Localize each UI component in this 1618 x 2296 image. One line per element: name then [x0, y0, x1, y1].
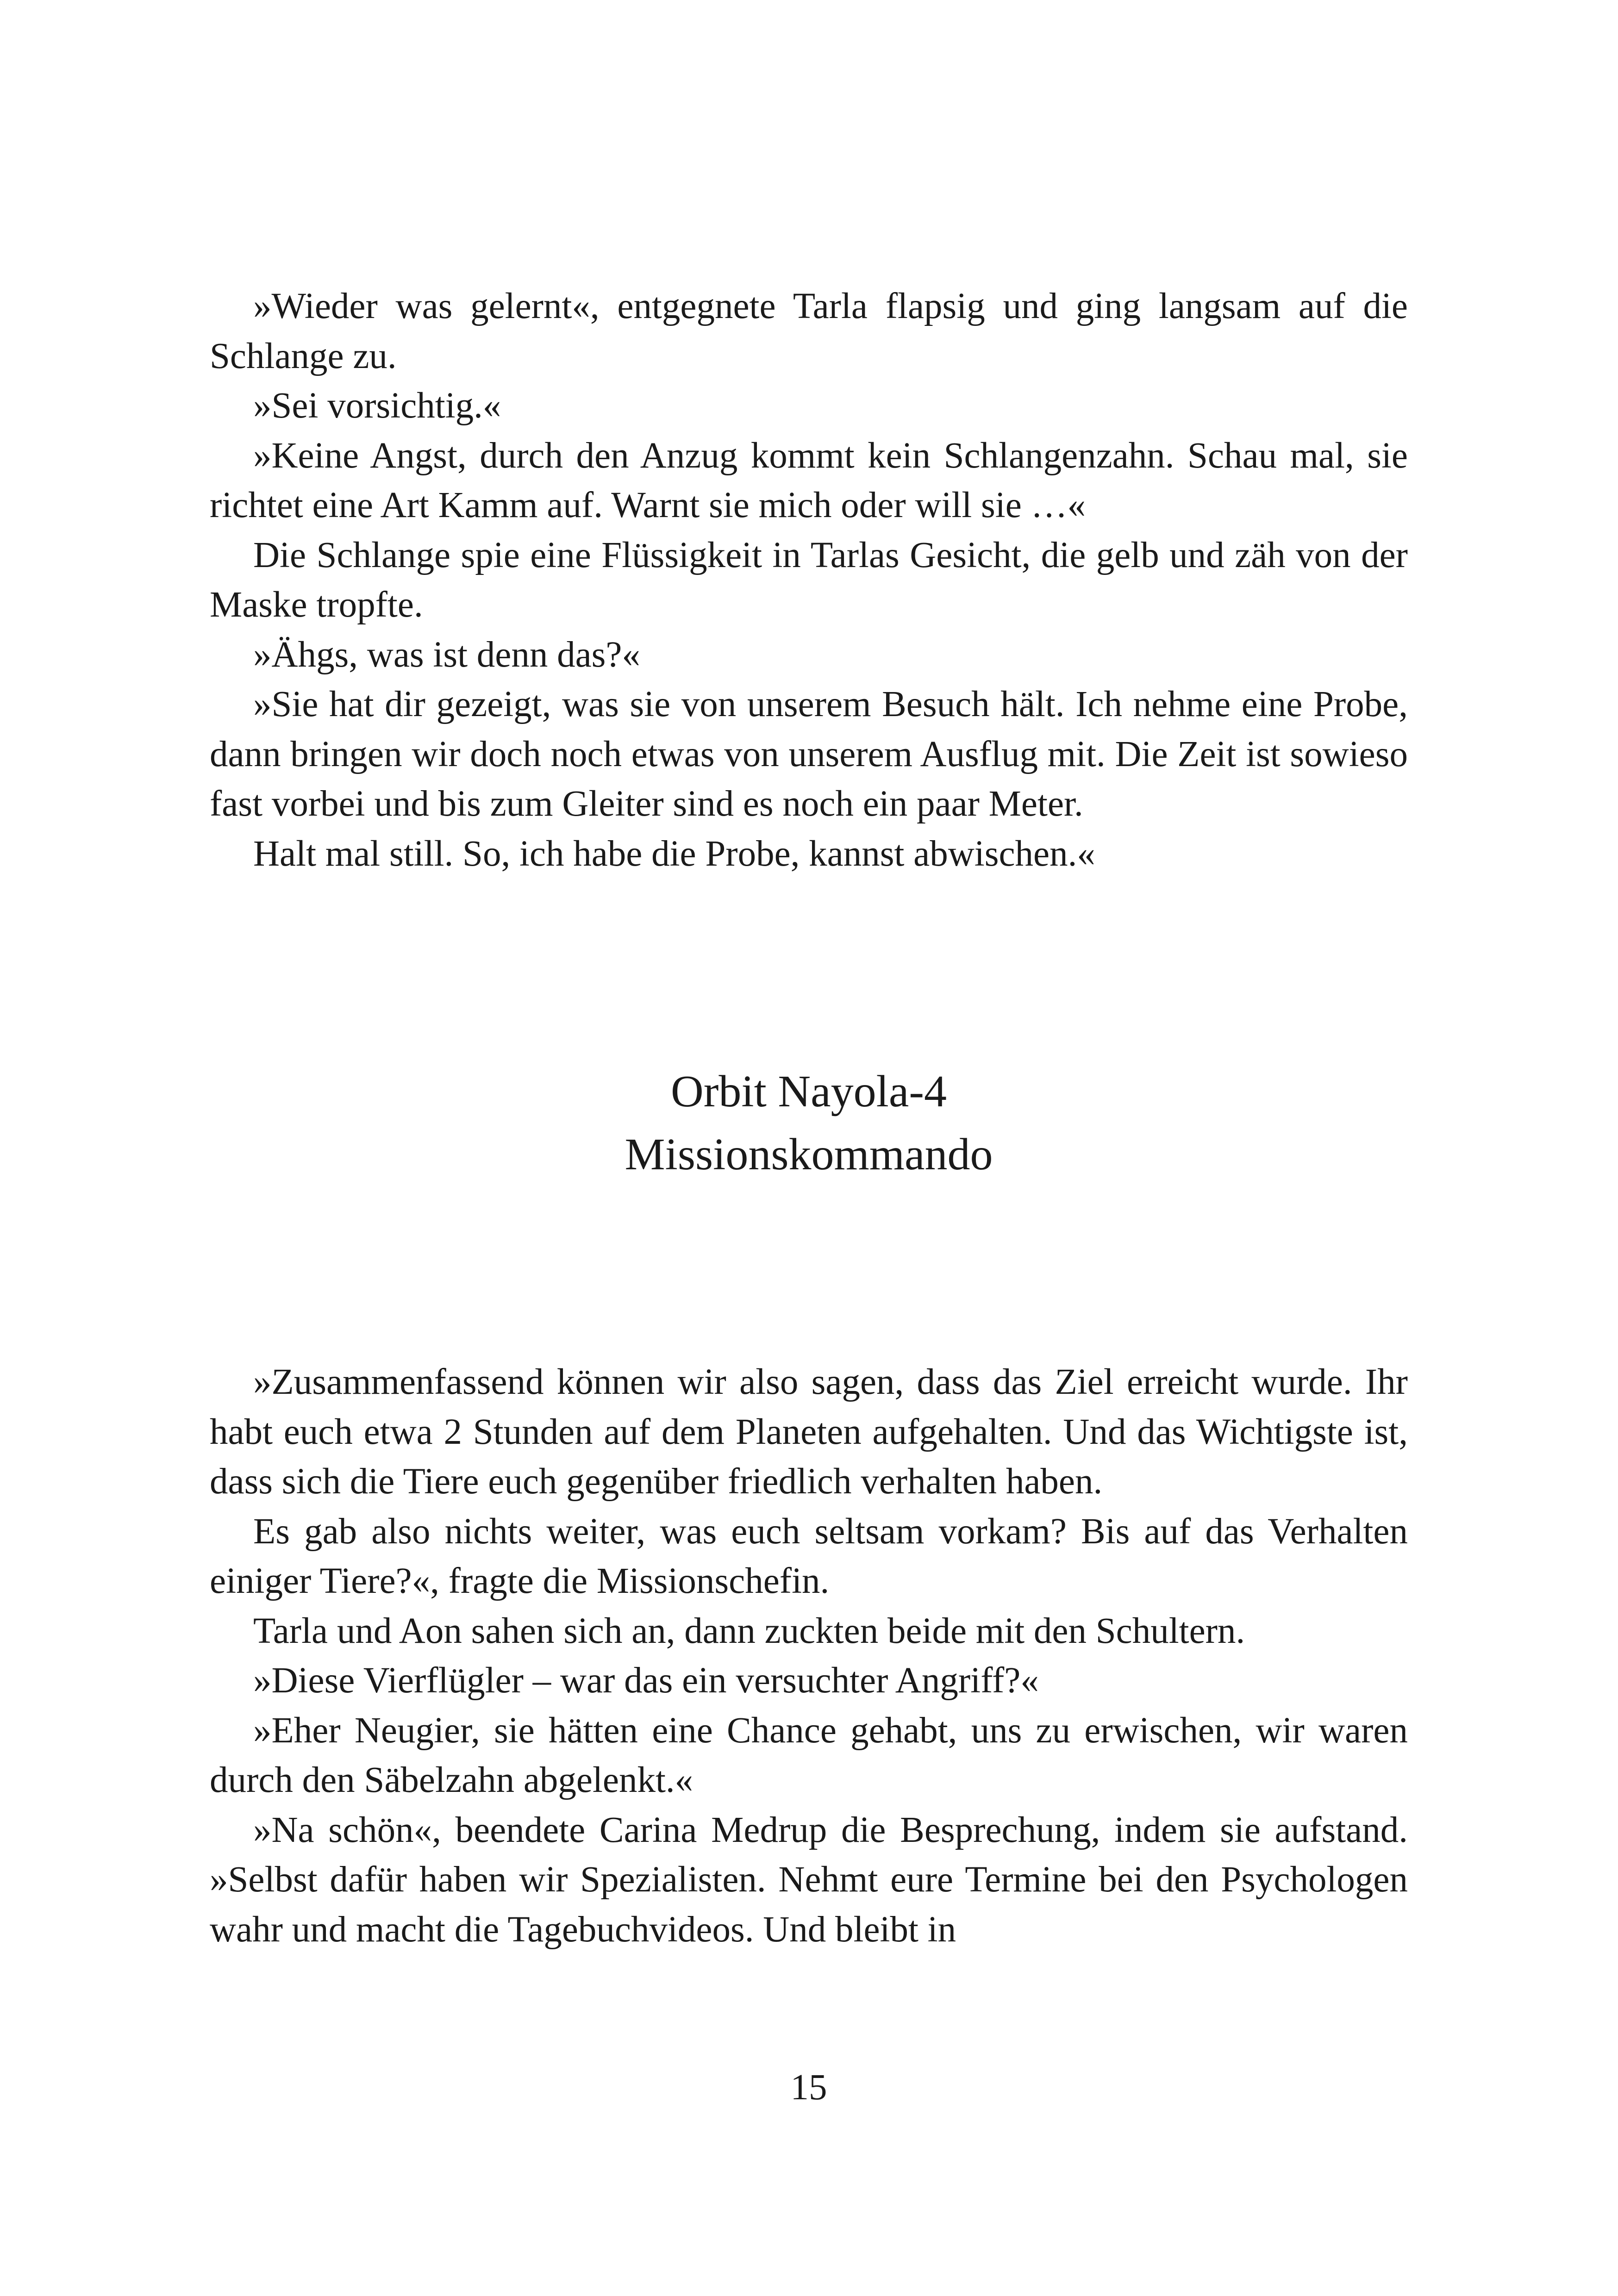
- paragraph: »Ähgs, was ist denn das?«: [253, 634, 640, 675]
- paragraph: Halt mal still. So, ich habe die Probe, kannst abwischen.«: [253, 833, 1095, 874]
- paragraph: Es gab also nichts weiter, was euch seltsam vorkam? Bis auf das Verhalten einiger Tiere?«, fragte die Missionschefin.: [210, 1511, 1408, 1601]
- paragraph: »Zusammenfassend können wir also sagen, dass das Ziel erreicht wurde. Ihr habt euch etwa 2 Stunden auf dem Planeten aufgehalten. Und das Wichtigste ist, dass sich die Tiere euch gegenüber friedlich verhalten haben.: [210, 1362, 1408, 1502]
- paragraph: »Sei vorsichtig.«: [253, 386, 501, 426]
- page-number: 15: [790, 2067, 827, 2108]
- text-section-2: [210, 1357, 1408, 1954]
- paragraph: »Wieder was gelernt«, entgegnete Tarla flapsig und ging langsam auf die Schlange zu.: [210, 286, 1408, 376]
- chapter-heading-line-2: Missionskommando: [625, 1129, 993, 1179]
- text-section-1: [210, 281, 1408, 879]
- paragraph: Die Schlange spie eine Flüssigkeit in Tarlas Gesicht, die gelb und zäh von der Maske tropfte.: [210, 535, 1408, 625]
- chapter-heading: [210, 1060, 1408, 1186]
- chapter-heading-line-1: Orbit Nayola-4: [671, 1067, 947, 1117]
- paragraph: »Eher Neugier, sie hätten eine Chance gehabt, uns zu erwischen, wir waren durch den Säbelzahn abgelenkt.«: [210, 1710, 1408, 1800]
- paragraph: »Keine Angst, durch den Anzug kommt kein Schlangenzahn. Schau mal, sie richtet eine Art Kamm auf. Warnt sie mich oder will sie …«: [210, 435, 1408, 525]
- paragraph: Tarla und Aon sahen sich an, dann zuckten beide mit den Schultern.: [253, 1610, 1245, 1651]
- paragraph: »Na schön«, beendete Carina Medrup die Besprechung, indem sie aufstand. »Selbst dafür haben wir Spezialisten. Nehmt eure Termine bei den Psychologen wahr und macht die Tagebuchvideos. Und bleibt in: [210, 1809, 1408, 1950]
- paragraph: »Sie hat dir gezeigt, was sie von unserem Besuch hält. Ich nehme eine Probe, dann bringen wir doch noch etwas von unserem Ausflug mit. Die Zeit ist sowieso fast vorbei und bis zum Gleiter sind es noch ein paar Meter.: [210, 684, 1408, 824]
- paragraph: »Diese Vierflügler – war das ein versuchter Angriff?«: [253, 1660, 1039, 1701]
